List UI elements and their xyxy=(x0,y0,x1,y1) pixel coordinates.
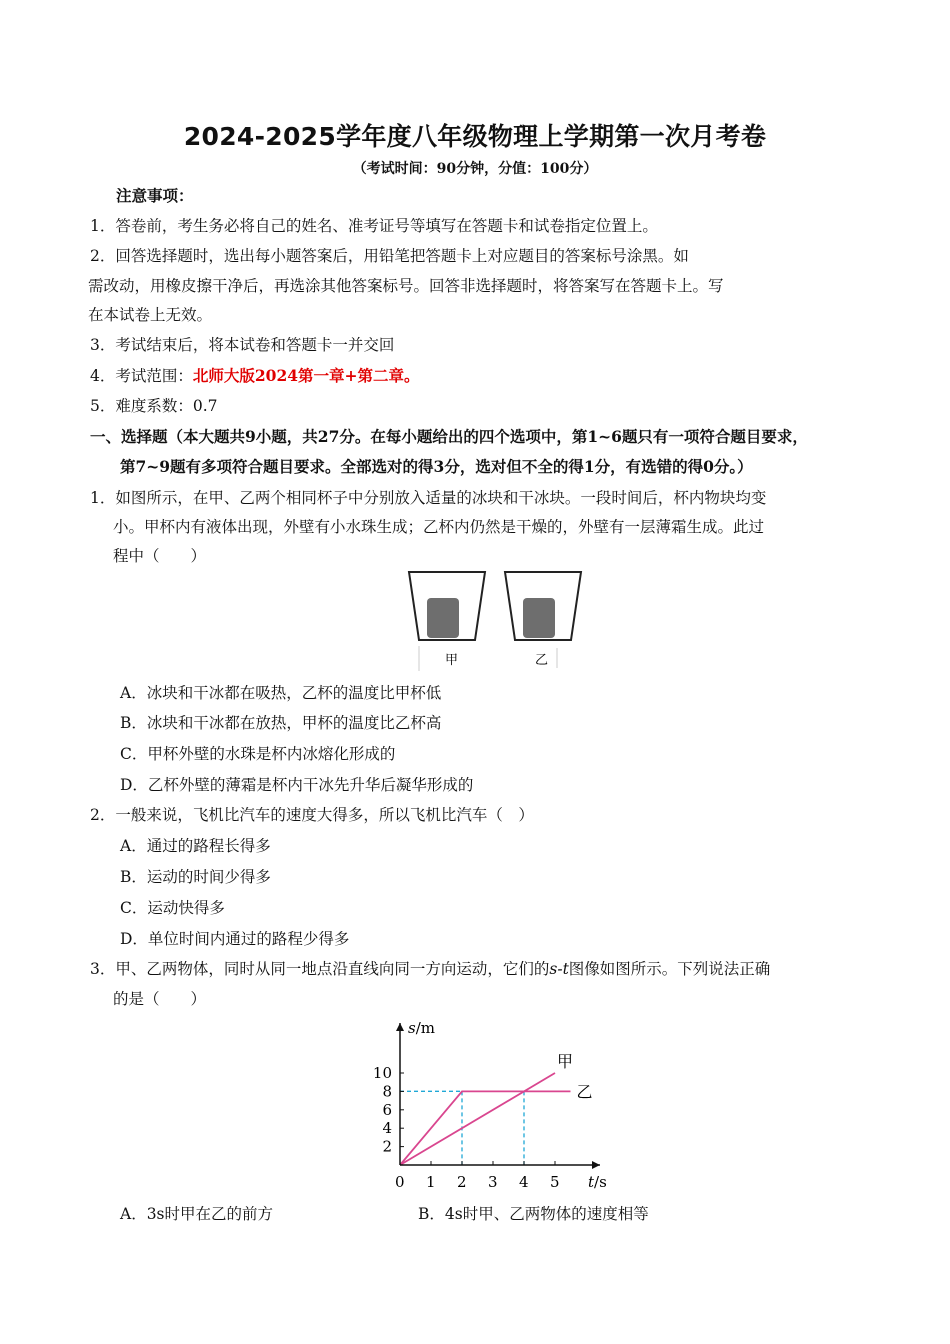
q3-st-symbol: s-t xyxy=(549,960,569,978)
notice-item-1: 1．答卷前，考生务必将自己的姓名、准考证号等填写在答题卡和试卷指定位置上。 xyxy=(90,217,658,235)
series-label-jia: 甲 xyxy=(557,1052,574,1071)
y-axis-var: s xyxy=(408,1019,416,1037)
q2-option-b[interactable]: B．运动的时间少得多 xyxy=(120,868,271,886)
section-1-header-line-1: 一、选择题（本大题共9小题，共27分。在每小题给出的四个选项中，第1~6题只有一项符合题目要求， xyxy=(90,427,808,446)
q3-stem-line-2: 的是（ ） xyxy=(113,990,207,1008)
x-axis-unit: /s xyxy=(594,1173,607,1191)
q2-stem: 2．一般来说，飞机比汽车的速度大得多，所以飞机比汽车（ ） xyxy=(90,806,534,824)
q1-option-a[interactable]: A．冰块和干冰都在吸热，乙杯的温度比甲杯低 xyxy=(120,684,442,702)
q3-option-a[interactable]: A．3s时甲在乙的前方 xyxy=(120,1205,274,1223)
notice-item-5: 5．难度系数：0.7 xyxy=(90,397,218,415)
q1-cups-figure xyxy=(405,568,585,673)
notice-item-4-label: 4．考试范围： xyxy=(90,367,193,385)
series-line-yi xyxy=(400,1091,571,1165)
q1-stem-line-2: 小。甲杯内有液体出现，外壁有小水珠生成；乙杯内仍然是干燥的，外壁有一层薄霜生成。此过 xyxy=(113,518,765,536)
x-axis-var: t xyxy=(588,1173,595,1191)
q1-option-c[interactable]: C．甲杯外壁的水珠是杯内冰熔化形成的 xyxy=(120,745,396,763)
y-tick-label: 2 xyxy=(382,1137,392,1156)
x-tick-label: 4 xyxy=(519,1173,529,1191)
x-tick-label: 2 xyxy=(457,1173,467,1191)
q2-option-c[interactable]: C．运动快得多 xyxy=(120,899,225,917)
x-tick-label: 1 xyxy=(426,1173,436,1191)
y-tick-label: 4 xyxy=(382,1119,392,1138)
cup-a-label: 甲 xyxy=(445,653,459,668)
notice-item-3: 3．考试结束后，将本试卷和答题卡一并交回 xyxy=(90,336,395,354)
x-axis-arrow xyxy=(592,1161,600,1169)
q3-stem-part-1: 3．甲、乙两物体，同时从同一地点沿直线向同一方向运动，它们的 xyxy=(90,960,550,978)
y-axis-unit: /m xyxy=(415,1019,435,1037)
notice-item-2-line-1: 2．回答选择题时，选出每小题答案后，用铅笔把答题卡上对应题目的答案标号涂黑。如 xyxy=(90,247,689,265)
q1-option-d[interactable]: D．乙杯外壁的薄霜是杯内干冰先升华后凝华形成的 xyxy=(120,776,474,794)
notice-item-2-line-3: 在本试卷上无效。 xyxy=(88,306,213,324)
y-tick-label: 10 xyxy=(372,1064,392,1082)
y-tick-label: 6 xyxy=(382,1100,392,1119)
y-tick-label: 8 xyxy=(382,1082,392,1101)
x-tick-label: 0 xyxy=(395,1173,405,1191)
page-title: 2024-2025学年度八年级物理上学期第一次月考卷 xyxy=(183,122,767,151)
notice-item-2-line-2: 需改动，用橡皮擦干净后，再选涂其他答案标号。回答非选择题时，将答案写在答题卡上。写 xyxy=(88,277,724,295)
section-1-header-line-2: 第7~9题有多项符合题目要求。全部选对的得3分，选对但不全的得1分，有选错的得0分。） xyxy=(120,457,753,476)
q2-option-a[interactable]: A．通过的路程长得多 xyxy=(120,837,271,855)
series-label-yi: 乙 xyxy=(576,1082,593,1102)
y-axis-label xyxy=(408,1019,435,1037)
q3-st-chart xyxy=(360,1015,620,1195)
q1-option-b[interactable]: B．冰块和干冰都在放热，甲杯的温度比乙杯高 xyxy=(120,714,442,732)
x-tick-label: 3 xyxy=(488,1173,498,1191)
series-line-jia xyxy=(400,1073,555,1165)
q1-stem-line-1: 1．如图所示，在甲、乙两个相同杯子中分别放入适量的冰块和干冰块。一段时间后，杯内物块均变 xyxy=(90,489,767,507)
exam-scope: 北师大版2024第一章+第二章。 xyxy=(192,366,420,385)
q3-option-b[interactable]: B．4s时甲、乙两物体的速度相等 xyxy=(418,1205,649,1223)
notice-item-4 xyxy=(90,366,420,386)
exam-info: （考试时间：90分钟，分值：100分） xyxy=(352,161,598,177)
x-tick-label: 5 xyxy=(550,1173,560,1191)
notice-heading: 注意事项： xyxy=(116,186,194,205)
cup-b-label: 乙 xyxy=(535,653,549,668)
q1-stem-line-3: 程中（ ） xyxy=(113,547,207,565)
q3-stem-part-2: 图像如图所示。下列说法正确 xyxy=(568,960,771,978)
cup-b xyxy=(505,572,581,640)
q2-option-d[interactable]: D．单位时间内通过的路程少得多 xyxy=(120,930,350,948)
x-axis-label xyxy=(588,1173,607,1191)
cup-a xyxy=(409,572,485,640)
y-axis-arrow xyxy=(396,1023,404,1031)
q3-stem-line-1 xyxy=(90,959,770,979)
